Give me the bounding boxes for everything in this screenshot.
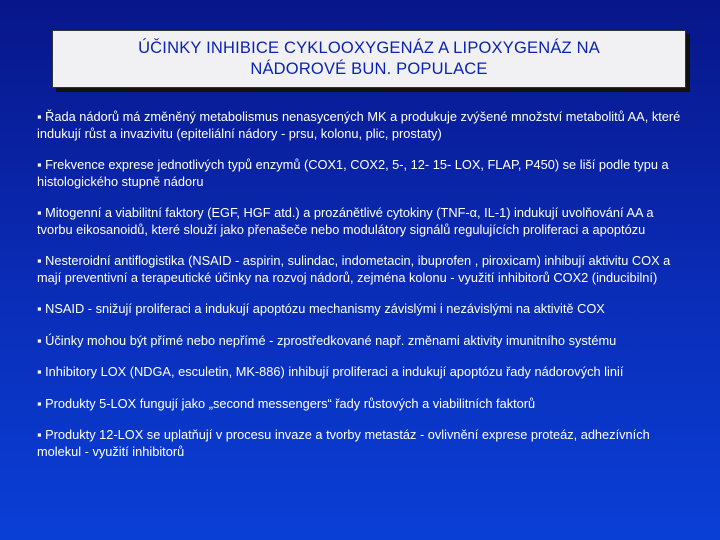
slide-title [138, 38, 600, 80]
bullet-item: ▪ Mitogenní a viabilitní faktory (EGF, HGF atd.) a prozánětlivé cytokiny (TNF-α, IL-1) indukují uvolňování AA a tvorbu eikosanoidů, které slouží jako přenašeče nebo modulátory signálů regulujících proliferaci a apoptózu [37, 205, 654, 237]
bullet-item: ▪ Frekvence exprese jednotlivých typů enzymů (COX1, COX2, 5-, 12- 15- LOX, FLAP, P450) se liší podle typu a histologického stupně nádoru [37, 157, 669, 189]
bullet-item: ▪ NSAID - snižují proliferaci a indukují apoptózu mechanismy závislými i nezávislými na aktivitě COX [37, 301, 605, 316]
bullet-item: ▪ Nesteroidní antiflogistika (NSAID - aspirin, sulindac, indometacin, ibuprofen , piroxicam) inhibují aktivitu COX a mají preventivní a terapeutické účinky na rozvoj nádorů, zejména kolonu - využití inhibitorů COX2 (inducibilní) [37, 253, 671, 285]
bullet-list [37, 109, 692, 460]
bullet-item: ▪ Řada nádorů má změněný metabolismus nenasycených MK a produkuje zvýšené množství metabolitů AA, které indukují růst a invazivitu (epiteliální nádory - prsu, kolonu, plic, prostaty) [37, 109, 681, 141]
slide-title-line-1: ÚČINKY INHIBICE CYKLOOXYGENÁZ A LIPOXYGENÁZ NA [138, 39, 600, 57]
bullet-item: ▪ Inhibitory LOX (NDGA, esculetin, MK-886) inhibují proliferaci a indukují apoptózu řady nádorových linií [37, 364, 624, 379]
bullet-item: ▪ Produkty 12-LOX se uplatňují v procesu invaze a tvorby metastáz - ovlivnění exprese proteáz, adhezívních molekul - využití inhibitorů [37, 427, 650, 459]
slide-title-line-2: NÁDOROVÉ BUN. POPULACE [250, 60, 488, 78]
slide-title-box [52, 30, 686, 88]
bullet-item: ▪ Produkty 5-LOX fungují jako „second messengers“ řady růstových a viabilitních faktorů [37, 395, 536, 411]
bullet-item: ▪ Účinky mohou být přímé nebo nepřímé - zprostředkované např. změnami aktivity imunitního systému [37, 332, 617, 348]
